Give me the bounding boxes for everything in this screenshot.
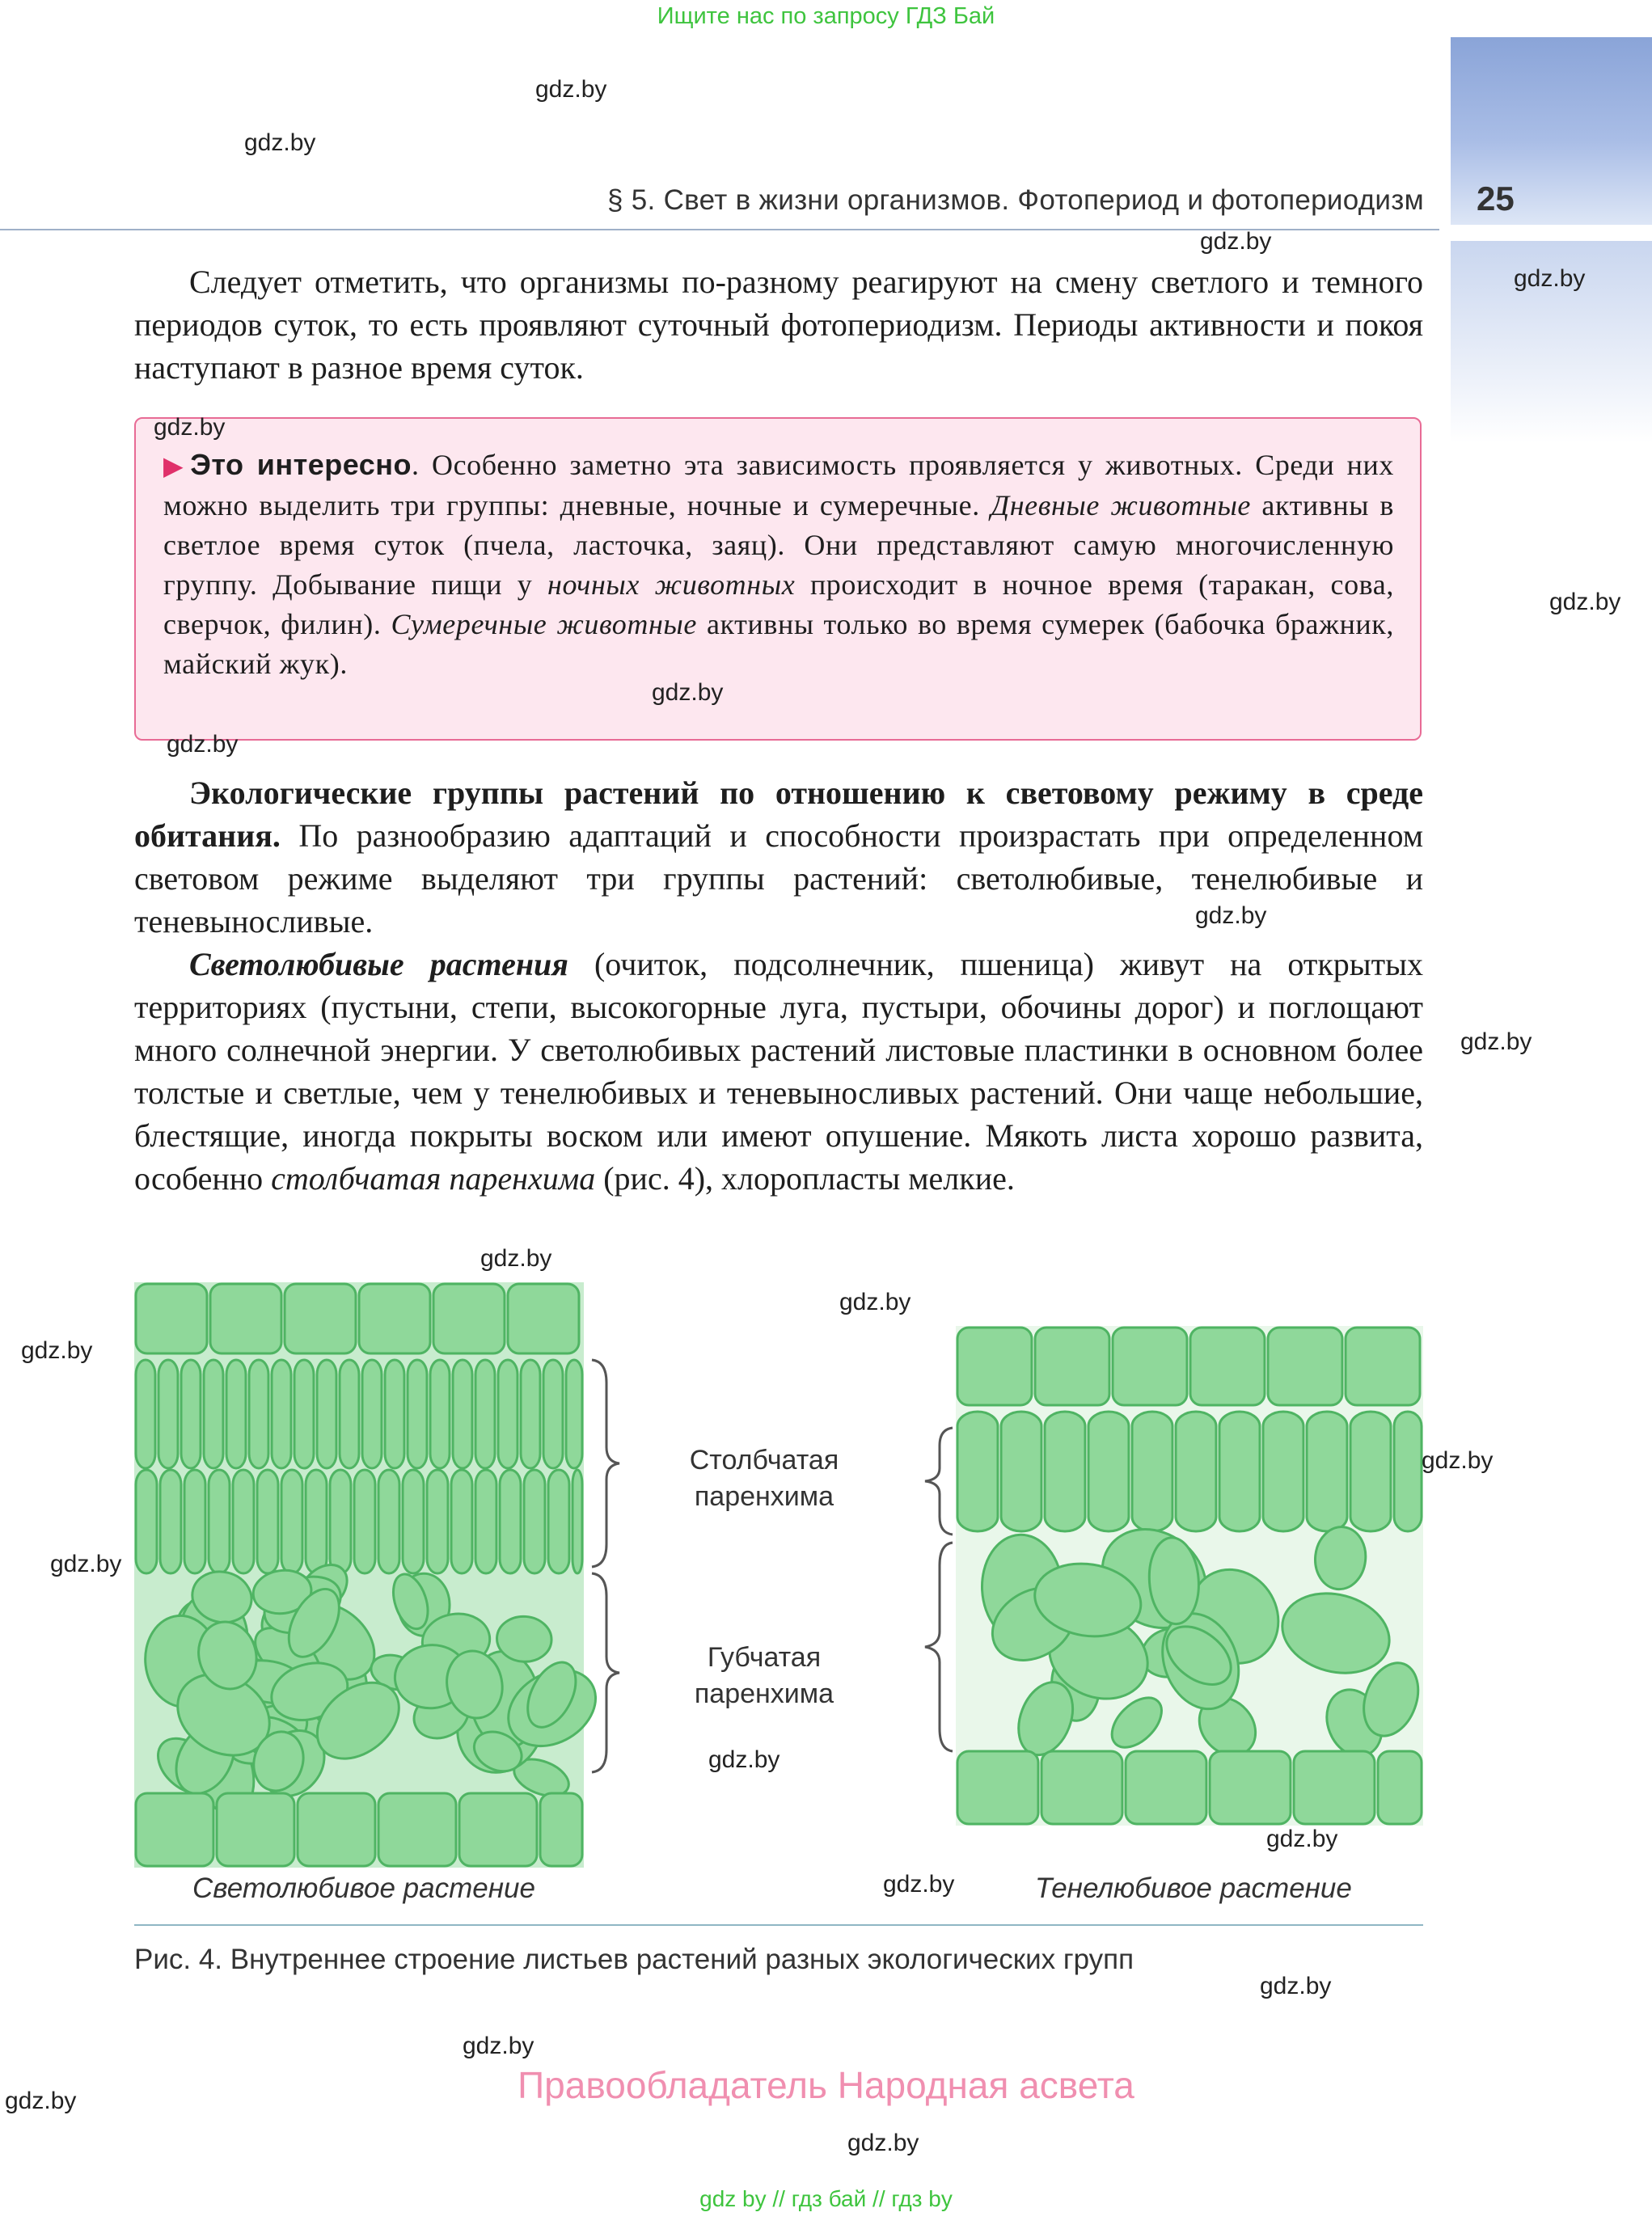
watermark: gdz.by (535, 76, 607, 103)
palisade-cell (1350, 1412, 1391, 1531)
palisade-cell (317, 1360, 336, 1468)
palisade-cell (521, 1360, 540, 1468)
palisade-cell (184, 1470, 205, 1573)
watermark: gdz.by (1266, 1826, 1338, 1852)
brace-palisade-right (922, 1426, 954, 1536)
watermark: gdz.by (1260, 1973, 1332, 1999)
palisade-cell (249, 1360, 268, 1468)
palisade-cell (257, 1470, 278, 1573)
paragraph-photoperiodism: Следует отметить, что организмы по-разному реагируют на смену светлого и темного периодов суток, то есть проявляют суточный фотопериодизм. Периоды активности и покоя наступают в разное время суток. (134, 264, 1423, 386)
palisade-cell (378, 1470, 399, 1573)
lower-epidermis-cell (1126, 1751, 1206, 1824)
brace-palisade-left (590, 1358, 623, 1568)
palisade-cell (475, 1360, 495, 1468)
term-palisade: столбчатая паренхима (271, 1160, 596, 1197)
upper-epidermis-cell (433, 1284, 505, 1353)
interesting-part3: происходит в ночное время (таракан, сова, сверчок, филин). (163, 568, 1394, 640)
watermark: gdz.by (839, 1289, 911, 1315)
watermark: gdz.by (21, 1337, 93, 1364)
watermark: gdz.by (154, 414, 226, 441)
palisade-cell (475, 1470, 496, 1573)
palisade-cell (427, 1470, 448, 1573)
palisade-cell (233, 1470, 254, 1573)
paragraph-ecological-text: По разнообразию адаптаций и способности произрастать при определенном световом режиме выделяют три группы растений: светолюбивые, тенелюбивые и теневыносливые. (134, 817, 1423, 939)
palisade-cell (548, 1470, 569, 1573)
palisade-cell (1045, 1412, 1085, 1531)
palisade-cell (272, 1360, 291, 1468)
watermark: gdz.by (244, 129, 316, 156)
figure-caption: Рис. 4. Внутреннее строение листьев растений разных экологических групп (134, 1944, 1134, 1975)
upper-epidermis-cell (136, 1284, 207, 1353)
palisade-cell (385, 1360, 404, 1468)
palisade-cell (294, 1360, 314, 1468)
watermark: gdz.by (5, 2088, 77, 2114)
palisade-cell (362, 1360, 382, 1468)
palisade-cell (181, 1360, 201, 1468)
palisade-cell (136, 1470, 157, 1573)
palisade-cell (306, 1470, 327, 1573)
watermark: gdz.by (1514, 265, 1586, 292)
interesting-part2: активны в светлое время суток (пчела, ласточка, заяц). Они представляют самую многочисленную группу. Добывание пищи у (163, 489, 1394, 601)
running-head: § 5. Свет в жизни организмов. Фотопериод и фотопериодизм (606, 184, 1424, 216)
palisade-cell (1176, 1412, 1216, 1531)
top-banner: Ищите нас по запросу ГДЗ Бай (657, 3, 995, 29)
watermark: gdz.by (480, 1245, 552, 1272)
watermark: gdz.by (847, 2130, 919, 2156)
upper-epidermis-cell (285, 1284, 356, 1353)
term-night-animals: ночных животных (547, 568, 796, 601)
watermark: gdz.by (1195, 902, 1267, 929)
palisade-cell (430, 1360, 450, 1468)
upper-epidermis-cell (1346, 1328, 1420, 1405)
palisade-cell (543, 1360, 563, 1468)
watermark: gdz.by (463, 2033, 534, 2059)
upper-epidermis-cell (957, 1328, 1032, 1405)
caption-shade-loving: Тенелюбивое растение (1035, 1872, 1352, 1904)
watermark: gdz.by (883, 1871, 955, 1898)
term-light-loving-plants: Светолюбивые растения (189, 946, 568, 982)
palisade-cell (160, 1470, 181, 1573)
palisade-cell (226, 1360, 246, 1468)
brace-spongy-left (590, 1572, 623, 1774)
upper-epidermis-cell (210, 1284, 281, 1353)
interesting-text (163, 445, 1394, 684)
interesting-part1: . Особенно заметно эта зависимость проявляется у животных. Среди них можно выделить три группы: дневные, ночные и сумеречные. (163, 449, 1394, 521)
watermark: gdz.by (652, 679, 724, 706)
watermark: gdz.by (1549, 589, 1621, 615)
paragraph-light-loving (134, 943, 1423, 1200)
lower-epidermis-cell (540, 1793, 582, 1866)
rights-holder: Правообладатель Народная асвета (518, 2064, 1134, 2106)
brace-spongy-right (922, 1541, 954, 1753)
palisade-cell (566, 1360, 582, 1468)
palisade-cell (1001, 1412, 1041, 1531)
upper-epidermis-cell (508, 1284, 579, 1353)
palisade-cell (1219, 1412, 1260, 1531)
palisade-cell (957, 1412, 998, 1531)
interesting-part4: активны только во время сумерек (бабочка бражник, майский жук). (163, 608, 1394, 680)
page-number: 25 (1477, 179, 1515, 217)
upper-epidermis-cell (1268, 1328, 1342, 1405)
label-palisade: Столбчатая паренхима (689, 1445, 839, 1512)
term-day-animals: Дневные животные (991, 489, 1252, 521)
palisade-cell (408, 1360, 427, 1468)
lower-epidermis-cell (136, 1793, 213, 1866)
palisade-cell (453, 1360, 472, 1468)
lower-epidermis-cell (217, 1793, 294, 1866)
leaf-section-light-loving (134, 1282, 584, 1868)
palisade-cell (1088, 1412, 1129, 1531)
upper-epidermis-cell (1190, 1328, 1265, 1405)
lower-epidermis-cell (1378, 1751, 1422, 1824)
interesting-lead: Это интересно (190, 448, 412, 481)
palisade-cell (451, 1470, 472, 1573)
palisade-cell (330, 1470, 351, 1573)
palisade-cell (340, 1360, 359, 1468)
palisade-cell (403, 1470, 424, 1573)
term-twilight-animals: Сумеречные животные (391, 608, 697, 640)
lower-epidermis-cell (957, 1751, 1038, 1824)
lower-epidermis-cell (1294, 1751, 1375, 1824)
figure-rule (134, 1924, 1423, 1926)
watermark: gdz.by (1200, 228, 1272, 255)
palisade-cell (1307, 1412, 1347, 1531)
caption-light-loving: Светолюбивое растение (192, 1872, 535, 1904)
lower-epidermis-cell (298, 1793, 375, 1866)
paragraph-light-loving-text2: (рис. 4), хлоропласты мелкие. (595, 1160, 1015, 1197)
bottom-links: gdz by // гдз бай // гдз by (699, 2186, 953, 2211)
pointer-triangle-icon: ▶ (163, 451, 184, 480)
upper-epidermis-cell (359, 1284, 430, 1353)
lower-epidermis-cell (378, 1793, 456, 1866)
palisade-cell (158, 1360, 178, 1468)
palisade-cell (572, 1470, 582, 1573)
palisade-cell (204, 1360, 223, 1468)
palisade-cell (1132, 1412, 1172, 1531)
palisade-cell (209, 1470, 230, 1573)
watermark: gdz.by (1460, 1028, 1532, 1055)
palisade-cell (136, 1360, 155, 1468)
palisade-cell (498, 1360, 518, 1468)
lower-epidermis-cell (1041, 1751, 1122, 1824)
section-heading: Экологические группы растений по отношению к световому режиму в среде обитания. (134, 775, 1423, 854)
leaf-section-shade-loving (956, 1326, 1423, 1826)
watermark: gdz.by (50, 1551, 122, 1577)
paragraph-light-loving-text1: (очиток, подсолнечник, пшеница) живут на открытых территориях (пустыни, степи, высокогорные луга, пустыри, обочины дорог) и поглощают много солнечной энергии. У светолюбивых растений листовые пластинки в основном более толстые и светлые, чем у тенелюбивых и теневыносливых растений. Они чаще небольшие, блестящие, иногда покрыты воском или имеют опушение. Мякоть листа хорошо развита, особенно (134, 946, 1423, 1197)
upper-epidermis-cell (1113, 1328, 1187, 1405)
palisade-cell (354, 1470, 375, 1573)
lower-epidermis-cell (459, 1793, 537, 1866)
label-spongy: Губчатая паренхима (694, 1642, 834, 1709)
palisade-cell (1263, 1412, 1303, 1531)
watermark: gdz.by (708, 1746, 780, 1773)
upper-epidermis-cell (1035, 1328, 1109, 1405)
palisade-cell (281, 1470, 302, 1573)
palisade-cell (1394, 1412, 1422, 1531)
palisade-cell (524, 1470, 545, 1573)
lower-epidermis-cell (1210, 1751, 1291, 1824)
watermark: gdz.by (167, 731, 239, 758)
watermark: gdz.by (1422, 1447, 1494, 1474)
palisade-cell (500, 1470, 521, 1573)
